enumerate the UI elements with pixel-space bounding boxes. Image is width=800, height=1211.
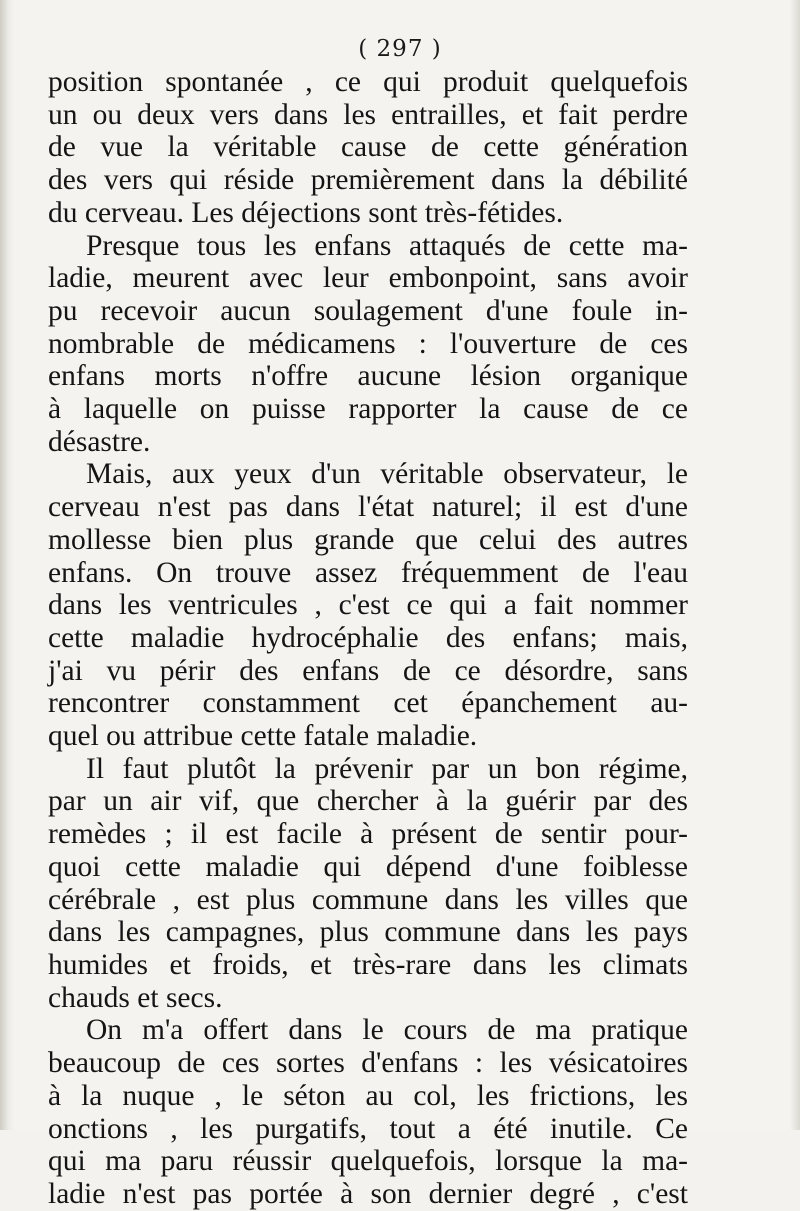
text-line: mollesse bien plus grande que celui des autres [48,523,688,556]
text-line: nombrable de médicamens : l'ouverture de ces [48,327,688,360]
text-line: position spontanée , ce qui produit quelquefois [48,66,688,98]
paragraph-2 [48,230,688,459]
paragraph-3 [48,458,688,752]
text-line: à laquelle on puisse rapporter la cause de ce [48,393,688,426]
text-line: dans les ventricules , c'est ce qui a fait nommer [48,589,688,622]
text-line: enfans. On trouve assez fréquemment de l'eau [48,556,688,589]
text-line: On m'a offert dans le cours de ma pratique [86,1014,688,1047]
text-line: enfans morts n'offre aucune lésion organique [48,360,688,393]
paragraph-5 [48,1014,688,1210]
page-edge-shadow [790,0,800,1130]
text-line: un ou deux vers dans les entrailles, et fait perdre [48,98,688,131]
body-text [48,66,688,1211]
text-line: cerveau n'est pas dans l'état naturel; il est d'une [48,491,688,524]
text-line: de vue la véritable cause de cette génération [48,131,688,164]
text-line: pu recevoir aucun soulagement d'une foule in- [48,294,688,327]
page-gutter-shadow [0,0,14,1130]
text-line: j'ai vu périr des enfans de ce désordre, sans [48,654,688,687]
text-line: dans les campagnes, plus commune dans les pays [48,916,688,949]
text-line: chauds et secs. [48,981,223,1014]
text-line: cérébrale , est plus commune dans les villes que [48,883,688,916]
page-number: ( 297 ) [358,36,442,62]
text-line: par un air vif, que chercher à la guérir par des [48,785,688,818]
text-line: quel ou attribue cette fatale maladie. [48,720,478,753]
text-line: beaucoup de ces sortes d'enfans : les vésicatoires [48,1047,688,1080]
text-line: du cerveau. Les déjections sont très-fétides. [48,196,564,229]
text-line: désastre. [48,425,151,458]
text-line: Il faut plutôt la prévenir par un bon régime, [86,752,688,785]
text-line: à la nuque , le séton au col, les frictions, les [48,1079,688,1112]
text-line: ladie n'est pas portée à son dernier degré , c'est [48,1177,688,1210]
text-line: ladie, meurent avec leur embonpoint, sans avoir [48,262,688,295]
text-line: Mais, aux yeux d'un véritable observateur, le [86,458,688,491]
text-line: cette maladie hydrocéphalie des enfans; mais, [48,621,688,654]
text-line: rencontrer constamment cet épanchement au- [48,687,688,720]
paragraph-4 [48,753,688,1015]
text-line: remèdes ; il est facile à présent de sentir pour- [48,818,688,851]
paragraph-1 [48,66,688,230]
text-line: qui ma paru réussir quelquefois, lorsque la ma- [48,1145,688,1178]
text-line: onctions , les purgatifs, tout a été inutile. Ce [48,1112,688,1145]
text-line: Presque tous les enfans attaqués de cette ma- [86,229,688,262]
text-line: des vers qui réside premièrement dans la débilité [48,164,688,197]
text-line: quoi cette maladie qui dépend d'une foiblesse [48,850,688,883]
text-line: humides et froids, et très-rare dans les climats [48,948,688,981]
